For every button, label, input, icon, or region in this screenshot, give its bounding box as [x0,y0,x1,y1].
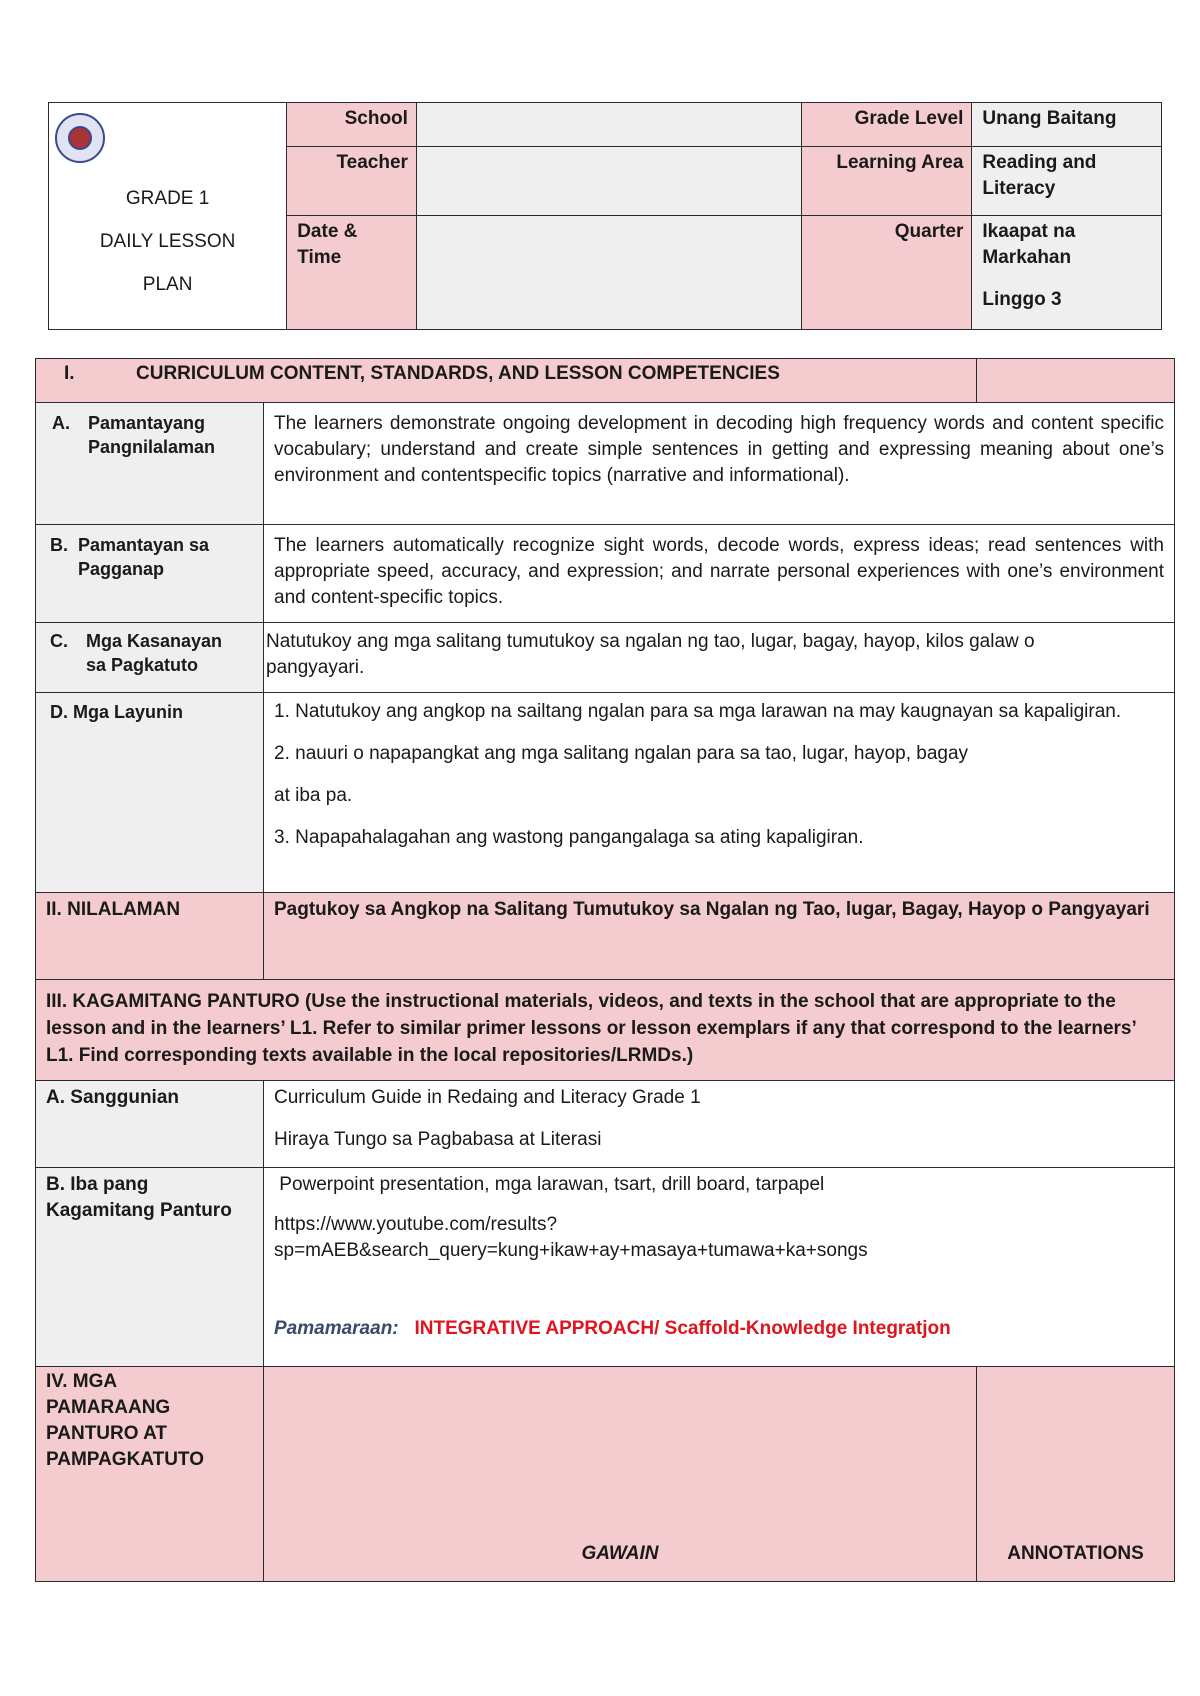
school-field[interactable] [416,103,801,147]
teacher-label: Teacher [287,147,417,216]
method-line [274,1316,1164,1342]
procedures-label: IV. MGA PAMARAANG PANTURO AT PAMPAGKATUTO [36,1367,264,1582]
youtube-link[interactable]: https://www.youtube.com/results? sp=mAEB&search_query=kung+ikaw+ay+masaya+tumawa+ka+songs [274,1214,868,1261]
lesson-plan-table [35,358,1175,1582]
gawain-column-header: GAWAIN [264,1367,977,1582]
content-standards-label: A. Pamantayang Pangnilalaman [36,403,264,525]
grade-level-value: Unang Baitang [972,103,1162,147]
performance-standards-text: The learners automatically recognize sight words, decode words, express ideas; read sentences with appropriate speed, accuracy, and expression; and narrate personal experiences with one’s environment and content-specific topics. [264,525,1175,623]
date-time-field[interactable] [416,216,801,330]
quarter-label: Quarter [802,216,972,330]
learning-area-value: Reading and Literacy [972,147,1162,216]
objective-item: 3. Napapahalagahan ang wastong pangangalaga sa ating kapaligiran. [274,827,864,848]
objective-item: 1. Natutukoy ang angkop na sailtang ngalan para sa mga larawan na may kaugnayan sa kapaligiran. [274,701,1122,722]
competencies-label: C. Mga Kasanayan sa Pagkatuto [36,623,264,693]
week-value: Linggo 3 [982,289,1062,310]
section-1-header-blank [977,359,1175,403]
objective-item: 2. nauuri o napapangkat ang mga salitang ngalan para sa tao, lugar, hayop, bagay [274,743,969,764]
content-standards-text: The learners demonstrate ongoing development in decoding high frequency words and content specific vocabulary; understand and create simple sentences in getting and expressing meaning about one’s environment and contentspecific topics (narrative and informational). [264,403,1175,525]
method-label: Pamamaraan: [274,1318,399,1339]
objectives-label: D. Mga Layunin [36,693,264,893]
materials-section-header: III. KAGAMITANG PANTURO (Use the instructional materials, videos, and texts in the school that are appropriate to the lesson and in the learners’ L1. Refer to similar primer lessons or lesson exemplars if any that correspond to the learners’ L1. Find corresponding texts available in the local repositories/LRMDs.) [36,980,1175,1081]
header-table [48,102,1162,330]
dlp-title: GRADE 1 DAILY LESSON PLAN [99,188,236,295]
annotations-column-header: ANNOTATIONS [977,1367,1175,1582]
date-time-label: Date & Time [287,216,417,330]
performance-standards-label: B. Pamantayan sa Pagganap [36,525,264,623]
school-label: School [287,103,417,147]
section-1-header: I. CURRICULUM CONTENT, STANDARDS, AND LESSON COMPETENCIES [36,359,977,403]
learning-area-label: Learning Area [802,147,972,216]
content-section-label: II. NILALAMAN [36,893,264,980]
other-materials-label: B. Iba pang Kagamitang Panturo [36,1168,264,1367]
content-section-text: Pagtukoy sa Angkop na Salitang Tumutukoy sa Ngalan ng Tao, lugar, Bagay, Hayop o Pangyayari [264,893,1175,980]
deped-seal-icon [55,113,105,163]
method-value: INTEGRATIVE APPROACH/ Scaffold-Knowledge Integratjon [414,1318,951,1339]
references-text: Curriculum Guide in Redaing and Literacy Grade 1 Hiraya Tungo sa Pagbabasa at Literasi [264,1081,1175,1168]
objectives-list [264,693,1175,893]
dlp-title-cell [49,103,287,330]
objective-item-cont: at iba pa. [274,785,353,806]
other-materials-text: Powerpoint presentation, mga larawan, tsart, drill board, tarpapel https://www.youtube.com/results? sp=mAEB&search_query=kung+ikaw+ay+masaya+tumawa+ka+songs Pamamaraan: INTEGRATIVE APPROACH/ Scaffold-Knowledge Integratjon [264,1168,1175,1367]
teacher-field[interactable] [416,147,801,216]
competencies-text: Natutukoy ang mga salitang tumutukoy sa ngalan ng tao, lugar, bagay, hayop, kilos galaw o pangyayari. [264,623,1175,693]
references-label: A. Sanggunian [36,1081,264,1168]
quarter-value: Ikaapat na Markahan Linggo 3 [972,216,1162,330]
grade-level-label: Grade Level [802,103,972,147]
